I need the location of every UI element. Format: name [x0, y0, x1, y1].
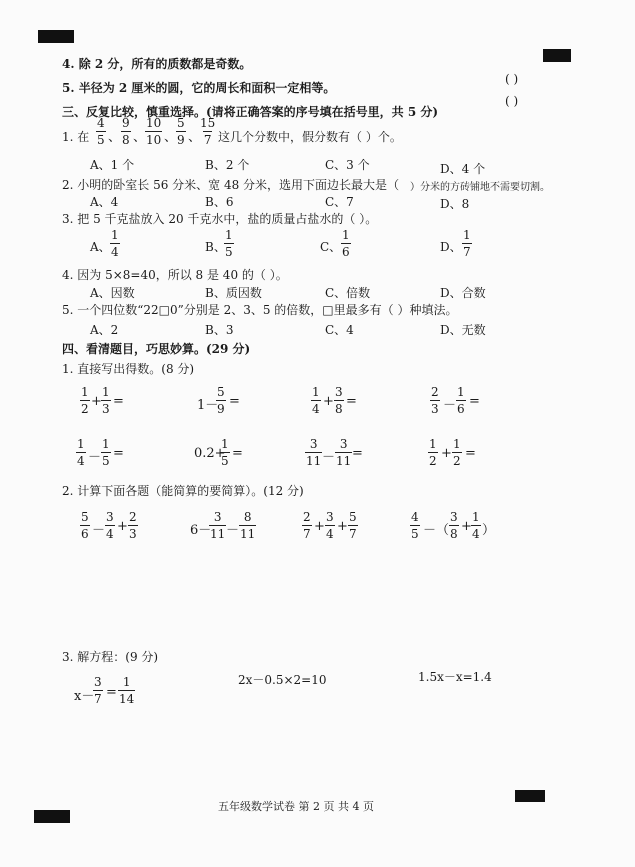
equation-1-frac-b: $\frac{1}{14}$ [119, 675, 135, 706]
calc-1-2-equals: = [229, 394, 240, 409]
mc-q1-option-a[interactable]: A、1 个 [90, 158, 135, 172]
calc-1-5-op: － [88, 450, 102, 465]
calc-2-2-frac-b: $\frac{8}{11}$ [240, 510, 256, 541]
mc-q2-option-c[interactable]: C、7 [325, 195, 354, 209]
calc-1-1-equals: = [113, 394, 124, 409]
mc-q5-option-b[interactable]: B、3 [205, 323, 234, 337]
calc-1-8-op: + [441, 446, 452, 461]
calc-1-1-frac-a: $\frac{1}{2}$ [81, 385, 89, 416]
mc-q1-fraction-1: $\frac{4}{5}$ [97, 116, 105, 147]
mc-q2-option-d[interactable]: D、8 [440, 197, 470, 211]
mc-q3-option-d-fraction: $\frac{1}{7}$ [463, 228, 471, 259]
calc-1-8-equals: = [465, 446, 476, 461]
calc-1-7-op: － [322, 450, 336, 465]
calc-2-4-close-paren: ） [482, 523, 496, 538]
calc-1-3-frac-a: $\frac{1}{4}$ [312, 385, 320, 416]
registration-mark-top-right [543, 49, 571, 62]
calc-2-2-op: － [226, 523, 240, 538]
calc-2-3-frac-a: $\frac{2}{7}$ [303, 510, 311, 541]
mc-q5-text: 5. 一个四位数“22□0”分别是 2、3、5 的倍数，□里最多有（ ）种填法。 [62, 303, 458, 317]
calc-1-3-frac-b: $\frac{3}{8}$ [335, 385, 343, 416]
calc-2-1-op-b: + [117, 519, 128, 534]
section-4-title: 四、看清题目，巧思妙算。(29 分) [62, 342, 251, 356]
mc-q5-option-a[interactable]: A、2 [90, 323, 119, 337]
calc-2-4-op-a: －（ [423, 523, 450, 538]
calc-1-5-frac-a: $\frac{1}{4}$ [77, 437, 85, 468]
calc-2-1-op-a: － [92, 523, 106, 538]
calc-1-6-equals: = [232, 446, 243, 461]
registration-mark-top-left [38, 30, 74, 43]
mc-q3-option-c-label[interactable]: C、 [320, 240, 342, 254]
mc-q2-option-a[interactable]: A、4 [90, 195, 119, 209]
mc-q4-option-d[interactable]: D、合数 [440, 286, 486, 300]
calc-1-5-frac-b: $\frac{1}{5}$ [102, 437, 110, 468]
calc-2-3-op-a: + [314, 519, 325, 534]
calc-1-2-whole: 1－ [197, 398, 219, 413]
mc-q1-option-d[interactable]: D、4 个 [440, 162, 486, 176]
calc-1-4-frac-a: $\frac{2}{3}$ [431, 385, 439, 416]
mc-q4-option-a[interactable]: A、因数 [90, 286, 135, 300]
mc-q4-text: 4. 因为 5×8=40，所以 8 是 40 的（ ）。 [62, 268, 288, 282]
calc-2-2-frac-a: $\frac{3}{11}$ [210, 510, 226, 541]
calc-2-1-frac-a: $\frac{5}{6}$ [81, 510, 89, 541]
calc-1-5-equals: = [113, 446, 124, 461]
mc-q4-option-c[interactable]: C、倍数 [325, 286, 371, 300]
calc-2-2-whole: 6－ [190, 523, 212, 538]
calc-2-4-op-b: + [461, 519, 472, 534]
tf-question-4: 4. 除 2 分，所有的质数都是奇数。 [62, 57, 252, 71]
calc-1-7-frac-a: $\frac{3}{11}$ [306, 437, 322, 468]
calc-2-3-frac-b: $\frac{3}{4}$ [326, 510, 334, 541]
mc-q3-option-d-label[interactable]: D、 [440, 240, 462, 254]
mc-q1-option-b[interactable]: B、2 个 [205, 158, 250, 172]
calc-1-2-frac: $\frac{5}{9}$ [217, 385, 225, 416]
mc-q3-option-b-label[interactable]: B、 [205, 240, 226, 254]
mc-q1-fraction-3: $\frac{10}{10}$ [146, 116, 162, 147]
equation-1-equals: = [106, 685, 117, 700]
mc-q2-option-b[interactable]: B、6 [205, 195, 234, 209]
mc-q3-option-c-fraction: $\frac{1}{6}$ [342, 228, 350, 259]
calc-2-3-frac-c: $\frac{5}{7}$ [349, 510, 357, 541]
calc-2-4-frac-c: $\frac{1}{4}$ [472, 510, 480, 541]
mc-q3-text: 3. 把 5 千克盐放入 20 千克水中，盐的质量占盐水的（ ）。 [62, 212, 378, 226]
mc-q5-option-d[interactable]: D、无数 [440, 323, 486, 337]
calc-1-3-op: + [323, 394, 334, 409]
mc-q3-option-b-fraction: $\frac{1}{5}$ [225, 228, 233, 259]
mc-q3-option-a-fraction: $\frac{1}{4}$ [111, 228, 119, 259]
calc-1-7-equals: = [352, 446, 363, 461]
calc-1-4-frac-b: $\frac{1}{6}$ [457, 385, 465, 416]
tf-question-5: 5. 半径为 2 厘米的圆，它的周长和面积一定相等。 [62, 81, 336, 95]
calc-1-7-frac-b: $\frac{3}{11}$ [336, 437, 352, 468]
part-3-heading: 3. 解方程：(9 分) [62, 650, 159, 664]
calc-1-8-frac-a: $\frac{1}{2}$ [429, 437, 437, 468]
tf-answer-paren-5[interactable]: ( ) [505, 94, 519, 108]
part-2-heading: 2. 计算下面各题（能简算的要简算）。(12 分) [62, 484, 304, 498]
tf-answer-paren-4[interactable]: ( ) [505, 72, 519, 86]
section-3-title: 三、反复比较，慎重选择。(请将正确答案的序号填在括号里，共 5 分) [62, 105, 439, 119]
calc-1-1-op: + [91, 394, 102, 409]
registration-mark-bottom-left [34, 810, 70, 823]
equation-2: 2x－0.5×2=10 [238, 673, 327, 687]
calc-1-3-equals: = [346, 394, 357, 409]
calc-2-3-op-b: + [337, 519, 348, 534]
equation-1-frac-a: $\frac{3}{7}$ [94, 675, 102, 706]
calc-1-8-frac-b: $\frac{1}{2}$ [453, 437, 461, 468]
mc-q1-fraction-4: $\frac{5}{9}$ [177, 116, 185, 147]
part-1-heading: 1. 直接写出得数。(8 分) [62, 362, 195, 376]
mc-q1-option-c[interactable]: C、3 个 [325, 158, 370, 172]
mc-q1-fraction-2: $\frac{9}{8}$ [122, 116, 130, 147]
equation-3: 1.5x－x=1.4 [418, 670, 492, 684]
calc-1-6-whole: 0.2+ [194, 446, 226, 461]
mc-q5-option-c[interactable]: C、4 [325, 323, 354, 337]
mc-q4-option-b[interactable]: B、质因数 [205, 286, 262, 300]
calc-1-1-frac-b: $\frac{1}{3}$ [102, 385, 110, 416]
calc-2-4-frac-a: $\frac{4}{5}$ [411, 510, 419, 541]
mc-q3-option-a-label[interactable]: A、 [90, 240, 111, 254]
calc-1-4-op: － [443, 398, 457, 413]
mc-q1-prefix: 1. 在 [62, 130, 90, 144]
equation-1-lhs: x－ [74, 689, 95, 704]
mc-q1-fraction-5: $\frac{15}{7}$ [200, 116, 216, 147]
calc-1-4-equals: = [469, 394, 480, 409]
mc-q2-text-b: ）分米的方砖铺地不需要切割。 [410, 182, 550, 193]
mc-q2-text-a: 2. 小明的卧室长 56 分米、宽 48 分米，选用下面边长最大是（ [62, 178, 400, 192]
calc-1-6-frac: $\frac{1}{5}$ [221, 437, 229, 468]
registration-mark-bottom-right [515, 790, 545, 802]
calc-2-1-frac-b: $\frac{3}{4}$ [106, 510, 114, 541]
calc-2-4-frac-b: $\frac{3}{8}$ [450, 510, 458, 541]
page-footer: 五年级数学试卷 第 2 页 共 4 页 [218, 800, 374, 813]
mc-q1-suffix: 这几个分数中，假分数有（ ）个。 [218, 130, 402, 144]
calc-2-1-frac-c: $\frac{2}{3}$ [129, 510, 137, 541]
